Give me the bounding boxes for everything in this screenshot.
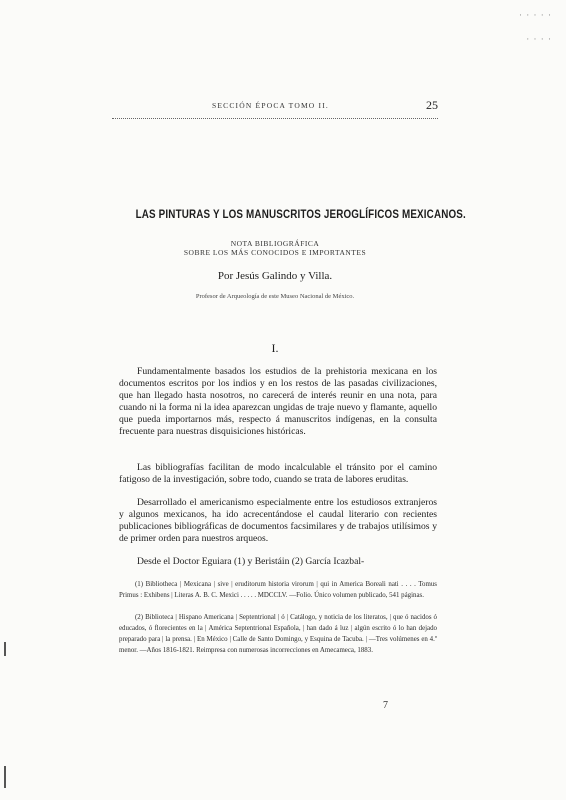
body-paragraph: Fundamentalmente basados los estudios de la prehistoria mexicana en los documentos escritos por los indios y en los restos de las pasadas civilizaciones, que han llegado hasta nosotros, no carecerá de interés reunir en una nota, para cuando ni la forma ni la idea aparezcan ungidas de traje nuevo y flamante, aquello que pueda importarnos más, respecto á manuscritos indígenas, en la consulta frecuente para nuestras disquisiciones históricas. [119, 366, 437, 437]
running-head [112, 100, 438, 114]
subtitle-line: NOTA BIBLIOGRÁFICA [230, 239, 320, 248]
corner-mark: · · · · [526, 34, 552, 44]
scan-edge-mark [4, 642, 6, 656]
running-title: SECCIÓN ÉPOCA TOMO II. [212, 101, 329, 110]
body-paragraph: Desde el Doctor Eguiara (1) y Beristáin (2) García Icazbal- [137, 556, 365, 567]
page-number: 25 [426, 98, 438, 112]
body-paragraph: Desarrollado el americanismo especialmente entre los estudiosos extranjeros y algunos mexicanos, ha ido acrecentándose el caudal literario con recientes publicaciones bibliográficas de documentos facsimilares y de trabajos utilísimos y de primer orden para nuestros arqueos. [119, 497, 437, 544]
subtitle-line: SOBRE LOS MÁS CONOCIDOS E IMPORTANTES [183, 248, 367, 257]
section-numeral: I. [271, 341, 279, 355]
scan-edge-mark [4, 766, 6, 788]
footnote: (1) Bibliotheca | Mexicana | sive | eruditorum historia virorum | qui in America Boreali nati . . . . Tomus Primus : Exhibens | Literas A. B. C. Mexici . . . . . MDCCLV. —Folio. Único volumen publicado, 541 páginas. [119, 581, 437, 599]
author-line: Por Jesús Galindo y Villa. [217, 270, 333, 282]
printer-signature: 7 [383, 700, 388, 711]
article-title: LAS PINTURAS Y LOS MANUSCRITOS JEROGLÍFICOS MEXICANOS. [135, 207, 466, 221]
header-rule [112, 118, 438, 119]
author-affiliation: Profesor de Arqueología de este Museo Nacional de México. [195, 293, 355, 300]
body-paragraph: Las bibliografías facilitan de modo incalculable el tránsito por el camino fatigoso de la investigación, sobre todo, cuando se trata de labores eruditas. [119, 462, 437, 485]
footnote: (2) Biblioteca | Hispano Americana | Septentrional | ó | Catálogo, y noticia de los literatos, | que ó nacidos ó educados, ó florecientes en la | América Septentrional Española, | han dado á luz | algún escrito ó lo han dejado preparado para | la prensa. | En México | Calle de Santo Domingo, y Esquina de Tacuba. | —Tres volúmenes en 4.º menor. —Años 1816-1821. Reimpresa con numerosas incorrecciones en Amecameca, 1883. [119, 614, 437, 654]
corner-mark: · · · · · [519, 10, 552, 20]
